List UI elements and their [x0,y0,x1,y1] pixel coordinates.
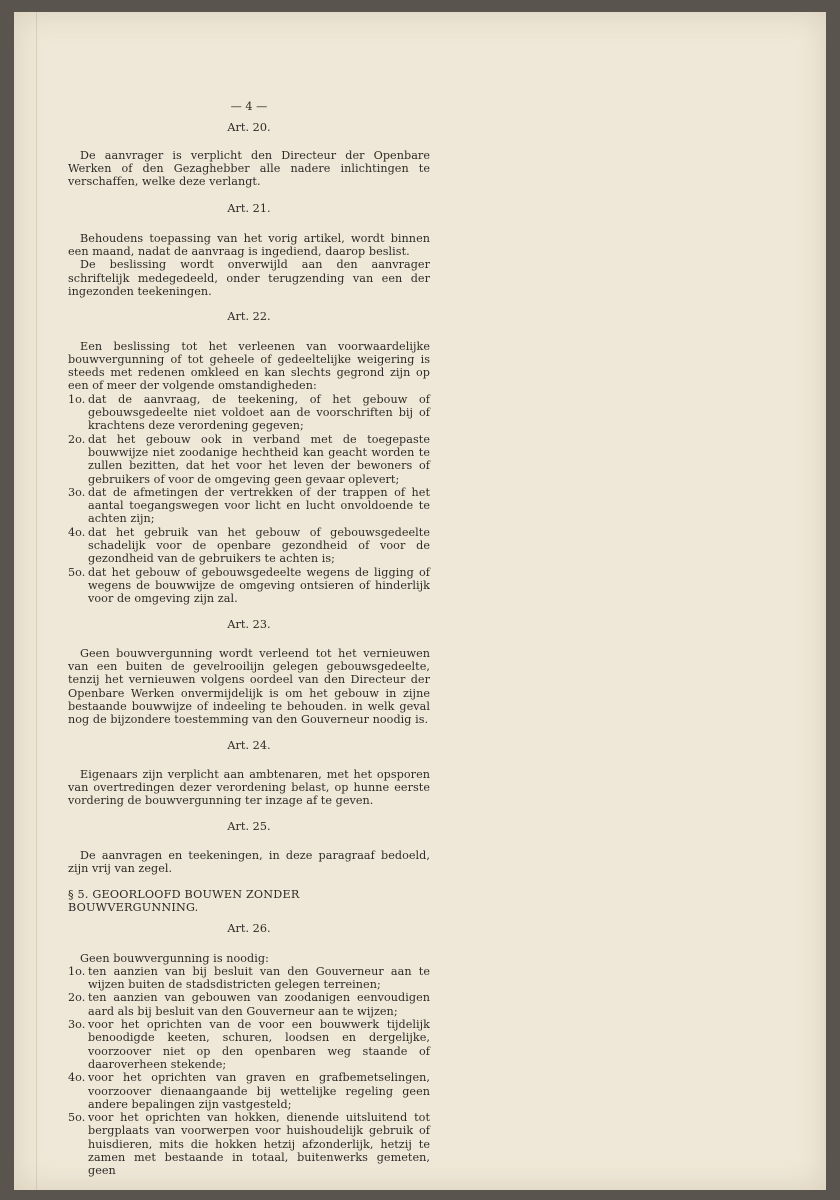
list-item-text: ten aanzien van gebouwen van zoodanigen eenvoudigen aard als bij besluit van den Gouverneur aan te wijzen; [88,991,430,1018]
list-item-number: 4o. [68,525,86,539]
article-25-paragraph: De aanvragen en teekeningen, in deze paragraaf bedoeld, zijn vrij van zegel. [68,849,430,876]
list-item [68,965,430,992]
list-item-text: voor het oprichten van de voor een bouwwerk tijdelijk benoodigde keeten, schuren, loodsen en dergelijke, voorzoover niet op den openbaren weg staande of daaroverheen stekende; [88,1018,430,1071]
list-item-number: 5o. [68,565,86,579]
article-21-paragraph-2: De beslissing wordt onverwijld aan den aanvrager schriftelijk medegedeeld, onder terugzending van een der ingezonden teekeningen. [68,258,430,298]
article-20 [68,149,430,189]
list-item [68,1018,430,1071]
article-26-heading: Art. 26. [227,922,271,936]
article-26 [68,952,430,1178]
article-22-heading: Art. 22. [227,310,271,324]
list-item-text: ten aanzien van bij besluit van den Gouverneur aan te wijzen buiten de stadsdistricten gelegen terreinen; [88,964,430,992]
document-page [14,12,826,1190]
article-24-paragraph: Eigenaars zijn verplicht aan ambtenaren, met het opsporen van overtredingen dezer verordening belast, op hunne eerste vordering de bouwvergunning ter inzage af te geven. [68,767,430,808]
page-number: — 4 — [230,100,268,113]
list-item [68,1111,430,1177]
section-5-heading: § 5. GEOORLOOFD BOUWEN ZONDER BOUWVERGUNNING. [68,887,300,914]
list-item-number: 3o. [68,1018,86,1032]
article-21 [68,232,430,298]
article-23 [68,647,430,727]
list-item-number: 1o. [68,964,86,978]
list-item [68,1071,430,1111]
article-21-heading: Art. 21. [227,202,271,216]
list-item [68,486,430,526]
list-item-text: voor het oprichten van hokken, dienende uitsluitend tot bergplaats van voorwerpen voor huishoudelijk gebruik of huisdieren, mits die hokken hetzij afzonderlijk, hetzij te zamen met bestaande in totaal, buitenwerks gemeten, geen [88,1111,430,1178]
article-24-heading: Art. 24. [227,738,271,752]
article-20-paragraph: De aanvrager is verplicht den Directeur der Openbare Werken of den Gezaghebber alle nadere inlichtingen te verschaffen, welke deze verlangt. [68,148,430,189]
list-item-text: dat het gebouw of gebouwsgedeelte wegens de ligging of wegens de bouwwijze de omgeving ontsieren of hinderlijk voor de omgeving zijn zal. [88,565,430,606]
list-item [68,433,430,486]
list-item-text: dat het gebruik van het gebouw of gebouwsgedeelte schadelijk voor de openbare gezondheid of voor de gezondheid van de gebruikers te achten is; [88,525,430,566]
article-26-intro: Geen bouwvergunning is noodig: [80,951,269,965]
article-20-heading: Art. 20. [227,121,271,135]
article-23-paragraph: Geen bouwvergunning wordt verleend tot het vernieuwen van een buiten de gevelrooilijn gelegen gebouwsgedeelte, tenzij het vernieuwen volgens oordeel van den Directeur der Openbare Werken onvermijdelijk is om het gebouw in zijne bestaande bouwwijze of indeeling te behouden. in welk geval nog de bijzondere toestemming van den Gouverneur noodig is. [68,646,430,727]
article-21-paragraph-1: Behoudens toepassing van het vorig artikel, wordt binnen een maand, nadat de aanvraag is ingediend, daarop beslist. [68,231,430,259]
article-22 [68,340,430,606]
document-text [68,100,430,1190]
article-24 [68,768,430,808]
list-item-number: 4o. [68,1071,86,1085]
list-item [68,566,430,606]
list-item-text: dat het gebouw ook in verband met de toegepaste bouwwijze niet zoodanige hechtheid kan geacht worden te zullen bezitten, dat het voor het leven der bewoners of gebruikers of voor de omgeving geen gevaar oplevert; [88,432,430,486]
article-25-heading: Art. 25. [227,819,271,833]
list-item-number: 3o. [68,485,86,499]
list-item [68,526,430,566]
list-item-number: 2o. [68,991,86,1005]
list-item-text: dat de aanvraag, de teekening, of het gebouw of gebouwsgedeelte niet voldoet aan de voorschriften bij of krachtens deze verordening gegeven; [88,392,430,433]
list-item [68,991,430,1018]
list-item-number: 5o. [68,1111,86,1125]
article-22-intro: Een beslissing tot het verleenen van voorwaardelijke bouwvergunning of tot geheele of gedeeltelijke weigering is steeds met redenen omkleed en kan slechts gegrond zijn op een of meer der volgende omstandigheden: [68,339,430,393]
article-25 [68,849,430,876]
list-item-text: voor het oprichten van graven en grafbemetselingen, voorzoover dienaangaande bij wettelijke regeling geen andere bepalingen zijn vastgesteld; [88,1071,430,1111]
list-item-text: dat de afmetingen der vertrekken of der trappen of het aantal toegangswegen voor licht en lucht onvoldoende te achten zijn; [88,485,430,526]
list-item-number: 2o. [68,432,86,446]
list-item-number: 1o. [68,392,86,406]
article-23-heading: Art. 23. [227,617,271,631]
list-item [68,393,430,433]
